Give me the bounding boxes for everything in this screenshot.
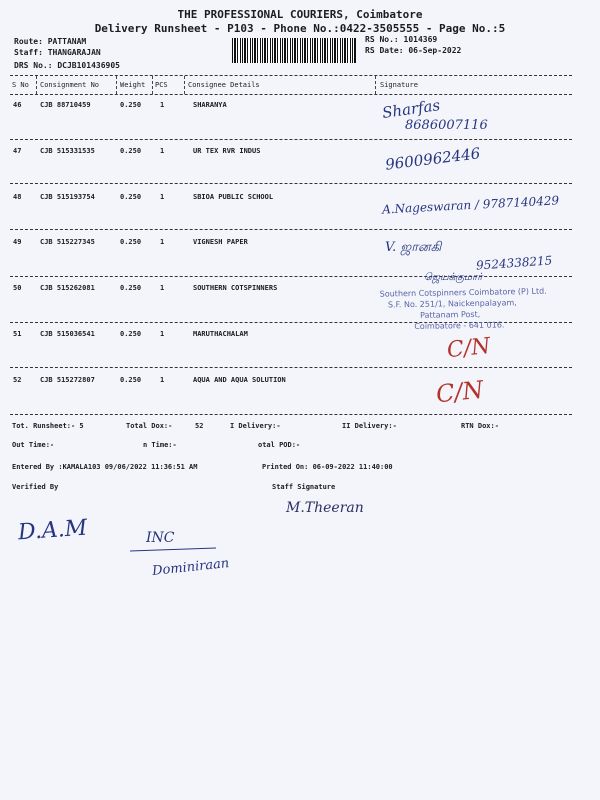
- col-header-weight: Weight: [120, 81, 146, 89]
- row-weight: 0.250: [120, 238, 142, 246]
- row-consignee: AQUA AND AQUA SOLUTION: [193, 376, 286, 384]
- row-consignment: CJB 515193754: [40, 193, 95, 201]
- printed-on: Printed On: 06-09-2022 11:40:00: [262, 463, 393, 471]
- col-divider: [152, 76, 153, 94]
- col-divider: [375, 76, 376, 94]
- tot-runsheet: Tot. Runsheet:- 5: [12, 422, 84, 430]
- total-dox-value: 52: [195, 422, 204, 430]
- staff-signature: M.Theeran: [286, 500, 364, 516]
- company-title: THE PROFESSIONAL COURIERS, Coimbatore: [177, 8, 423, 21]
- route-label: Route: PATTANAM: [14, 37, 87, 46]
- rs-date: RS Date: 06-Sep-2022: [365, 46, 462, 55]
- company-stamp: [380, 285, 561, 332]
- drs-barcode: [232, 38, 356, 63]
- col-divider: [184, 76, 185, 94]
- signature-47: 9600962446: [384, 144, 482, 174]
- row-consignment: CJB 88710459: [40, 101, 91, 109]
- col-divider: [36, 76, 37, 94]
- row-consignee: SOUTHERN COTSPINNERS: [193, 284, 278, 292]
- verified-by-label: Verified By: [12, 483, 59, 491]
- row-consignment: CJB 515272807: [40, 376, 95, 384]
- row-consignee: UR TEX RVR INDUS: [193, 147, 261, 155]
- stamp-line: Pattanam Post,: [420, 309, 481, 320]
- stamp-line: S.F. No. 251/1, Naickenpalayam,: [387, 298, 517, 310]
- row-pcs: 1: [160, 284, 165, 292]
- col-header-consignment: Consignment No: [40, 81, 100, 89]
- rs-number: RS No.: 1014369: [365, 35, 438, 44]
- row-sno: 46: [13, 101, 22, 109]
- signature-49-name: V. ஜானகி: [385, 240, 442, 255]
- signature-underline: [130, 547, 216, 551]
- stamp-line: Coimbatore - 641 016.: [414, 320, 505, 331]
- row-divider: [10, 183, 572, 184]
- row-weight: 0.250: [120, 193, 142, 201]
- row-sno: 48: [13, 193, 22, 201]
- stamp-line: Southern Cotspinners Coimbatore (P) Ltd.: [379, 286, 547, 299]
- drs-number: DRS No.: DCJB101436905: [14, 61, 120, 70]
- i-delivery: I Delivery:-: [230, 422, 281, 430]
- signature-46-name: Sharfas: [381, 96, 442, 122]
- verifier-signature-1: D.A.M: [17, 515, 89, 546]
- row-sno: 50: [13, 284, 22, 292]
- row-sno: 49: [13, 238, 22, 246]
- signature-51-cn: C/N: [445, 333, 492, 364]
- row-consignment: CJB 515036541: [40, 330, 95, 338]
- signature-49-phone: 9524338215: [475, 253, 553, 273]
- row-consignment: CJB 515331535: [40, 147, 95, 155]
- signature-50: ஜெயக்குமார்: [424, 272, 483, 283]
- signature-48: A.Nageswaran / 9787140429: [381, 193, 560, 217]
- staff-label: Staff: THANGARAJAN: [14, 48, 101, 57]
- row-consignee: SBIOA PUBLIC SCHOOL: [193, 193, 274, 201]
- row-pcs: 1: [160, 238, 165, 246]
- out-time: Out Time:-: [12, 441, 55, 449]
- row-pcs: 1: [160, 376, 165, 384]
- row-pcs: 1: [160, 101, 165, 109]
- entered-by: Entered By :KAMALA103 09/06/2022 11:36:51 AM: [12, 463, 198, 471]
- row-consignee: MARUTHACHALAM: [193, 330, 248, 338]
- row-pcs: 1: [160, 147, 165, 155]
- verifier-signature-3: Dominiraan: [151, 555, 230, 580]
- table-top-rule: [10, 75, 572, 76]
- row-divider: [10, 367, 572, 368]
- signature-52-cn: C/N: [434, 375, 485, 409]
- table-header-rule: [10, 94, 572, 95]
- rtn-dox: RTN Dox:-: [461, 422, 499, 430]
- runsheet-subtitle: Delivery Runsheet - P103 - Phone No.:0422-3505555 - Page No.:5: [94, 22, 506, 35]
- ii-delivery: II Delivery:-: [342, 422, 397, 430]
- row-divider: [10, 414, 572, 415]
- signature-46-phone: 8686007116: [405, 118, 488, 133]
- col-header-consignee: Consignee Details: [188, 81, 260, 89]
- in-time: n Time:-: [143, 441, 177, 449]
- total-pod: otal POD:-: [258, 441, 301, 449]
- row-pcs: 1: [160, 193, 165, 201]
- row-sno: 51: [13, 330, 22, 338]
- col-header-signature: Signature: [380, 81, 418, 89]
- row-weight: 0.250: [120, 101, 142, 109]
- row-divider: [10, 276, 572, 277]
- row-consignment: CJB 515227345: [40, 238, 95, 246]
- row-consignee: SHARANYA: [193, 101, 227, 109]
- staff-signature-label: Staff Signature: [272, 483, 336, 491]
- col-divider: [116, 76, 117, 94]
- row-weight: 0.250: [120, 330, 142, 338]
- col-header-pcs: PCS: [155, 81, 168, 89]
- row-consignee: VIGNESH PAPER: [193, 238, 248, 246]
- row-weight: 0.250: [120, 376, 142, 384]
- verifier-signature-2: INC: [146, 530, 175, 546]
- row-consignment: CJB 515262081: [40, 284, 95, 292]
- row-divider: [10, 229, 572, 230]
- row-sno: 47: [13, 147, 22, 155]
- row-pcs: 1: [160, 330, 165, 338]
- total-dox-label: Total Dox:-: [126, 422, 173, 430]
- row-weight: 0.250: [120, 284, 142, 292]
- row-divider: [10, 139, 572, 140]
- col-header-sno: S No: [12, 81, 29, 89]
- row-weight: 0.250: [120, 147, 142, 155]
- row-sno: 52: [13, 376, 22, 384]
